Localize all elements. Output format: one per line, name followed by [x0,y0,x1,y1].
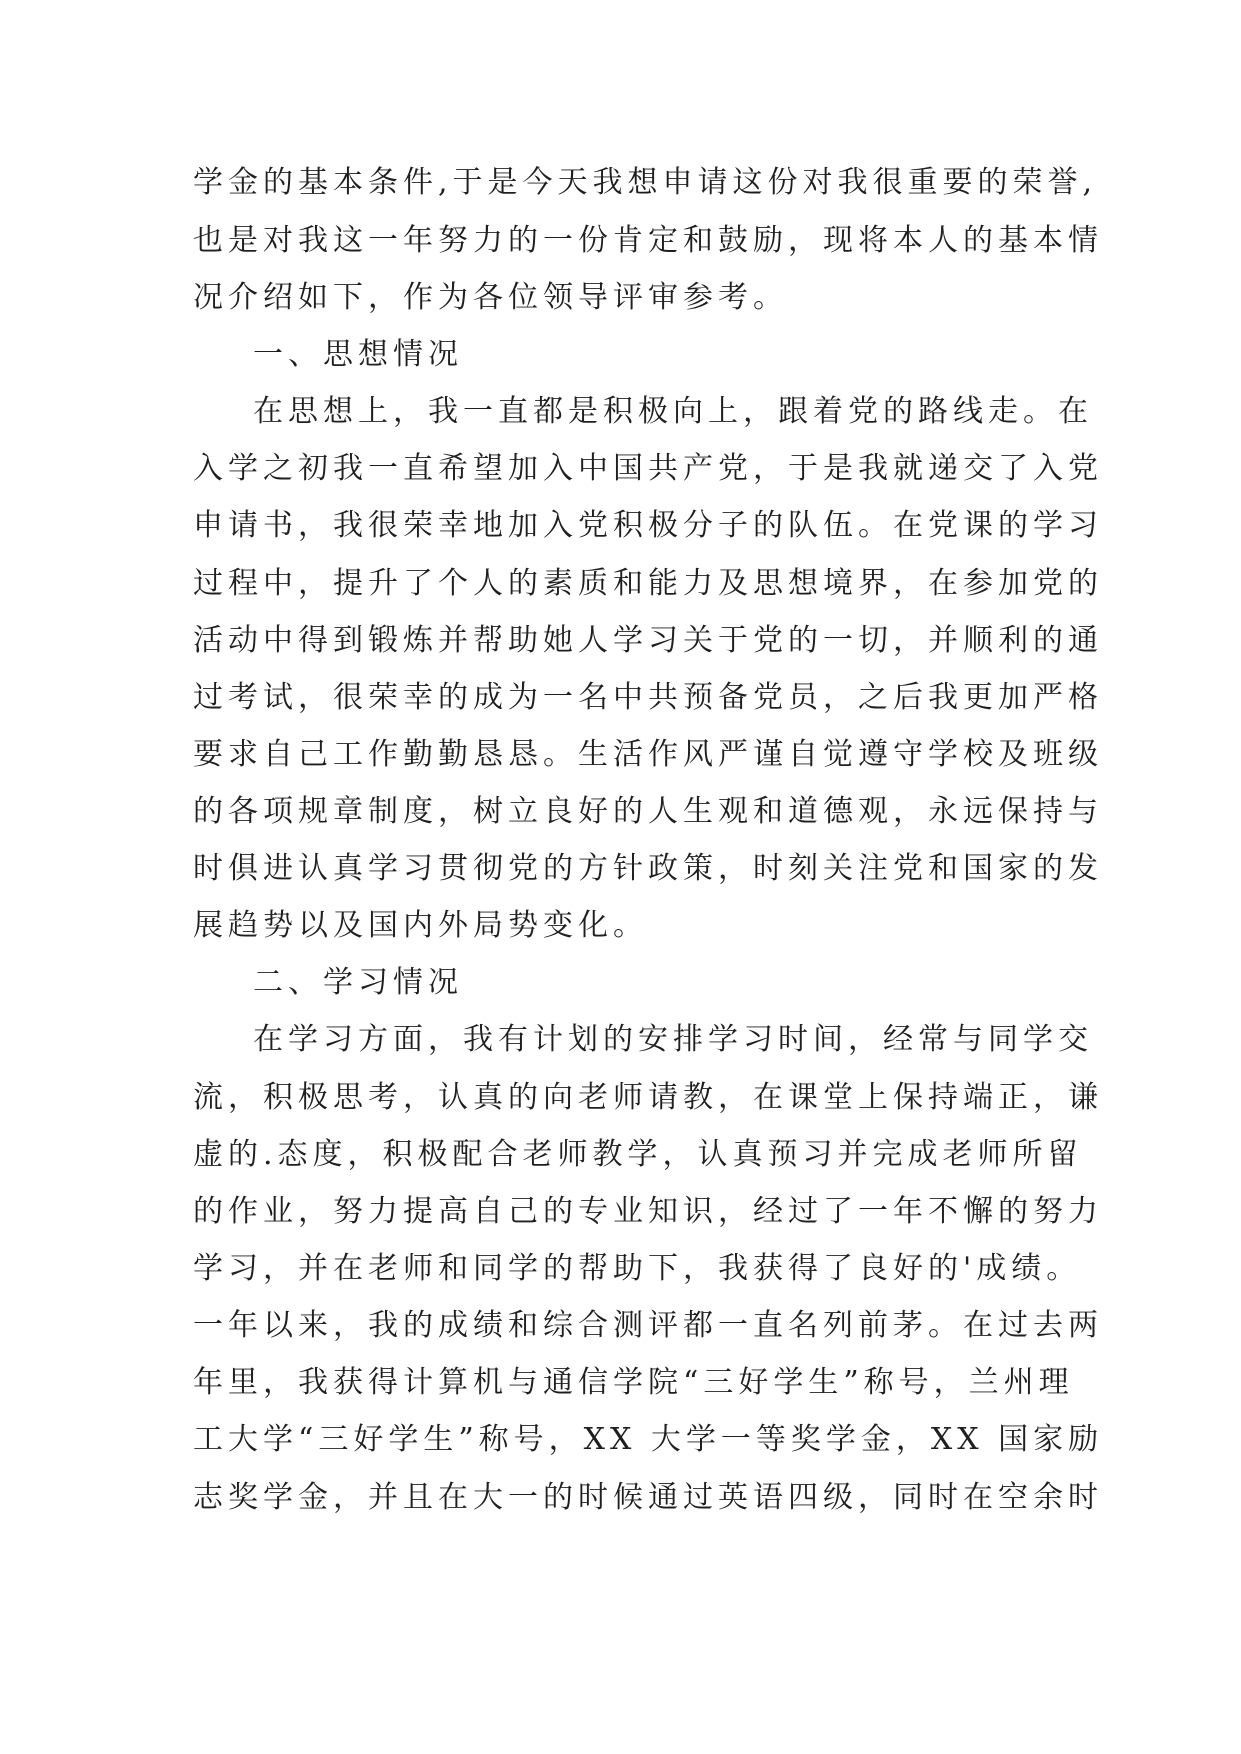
text-line: 也是对我这一年努力的一份肯定和鼓励，现将本人的基本情 [193,223,1103,258]
text-line: 在思想上，我一直都是积极向上，跟着党的路线走。在 [253,394,1093,429]
text-line: 活动中得到锻炼并帮助她人学习关于党的一切，并顺利的通 [193,623,1103,658]
text-line: 展趋势以及国内外局势变化。 [193,908,648,943]
text-line: 况介绍如下，作为各位领导评审参考。 [193,280,788,315]
section-heading: 二、学习情况 [253,965,463,1000]
text-line: 入学之初我一直希望加入中国共产党，于是我就递交了入党 [193,451,1103,486]
text-line: 工大学“三好学生”称号，XX 大学一等奖学金，XX 国家励 [193,1422,1104,1457]
text-line: 时俱进认真学习贯彻党的方针政策，时刻关注党和国家的发 [193,851,1103,886]
text-line: 在学习方面，我有计划的安排学习时间，经常与同学交 [253,1022,1093,1057]
text-line: 学习，并在老师和同学的帮助下，我获得了良好的'成绩。 [193,1251,1082,1286]
text-line: 虚的.态度，积极配合老师教学，认真预习并完成老师所留 [193,1137,1083,1172]
text-line: 一年以来，我的成绩和综合测评都一直名列前茅。在过去两 [193,1308,1103,1343]
text-line: 要求自己工作勤勤恳恳。生活作风严谨自觉遵守学校及班级 [193,737,1103,772]
text-line: 年里，我获得计算机与通信学院“三好学生”称号，兰州理 [193,1365,1074,1400]
text-line: 志奖学金，并且在大一的时候通过英语四级，同时在空余时 [193,1480,1103,1515]
text-line: 流，积极思考，认真的向老师请教，在课堂上保持端正，谦 [193,1080,1103,1115]
text-line: 学金的基本条件,于是今天我想申请这份对我很重要的荣誉, [193,165,1098,200]
text-line: 过程中，提升了个人的素质和能力及思想境界，在参加党的 [193,566,1103,601]
text-line: 的作业，努力提高自己的专业知识，经过了一年不懈的努力 [193,1194,1103,1229]
text-line: 的各项规章制度，树立良好的人生观和道德观，永远保持与 [193,794,1103,829]
text-line: 申请书，我很荣幸地加入党积极分子的队伍。在党课的学习 [193,508,1103,543]
text-line: 过考试，很荣幸的成为一名中共预备党员，之后我更加严格 [193,680,1103,715]
section-heading: 一、思想情况 [253,337,463,372]
